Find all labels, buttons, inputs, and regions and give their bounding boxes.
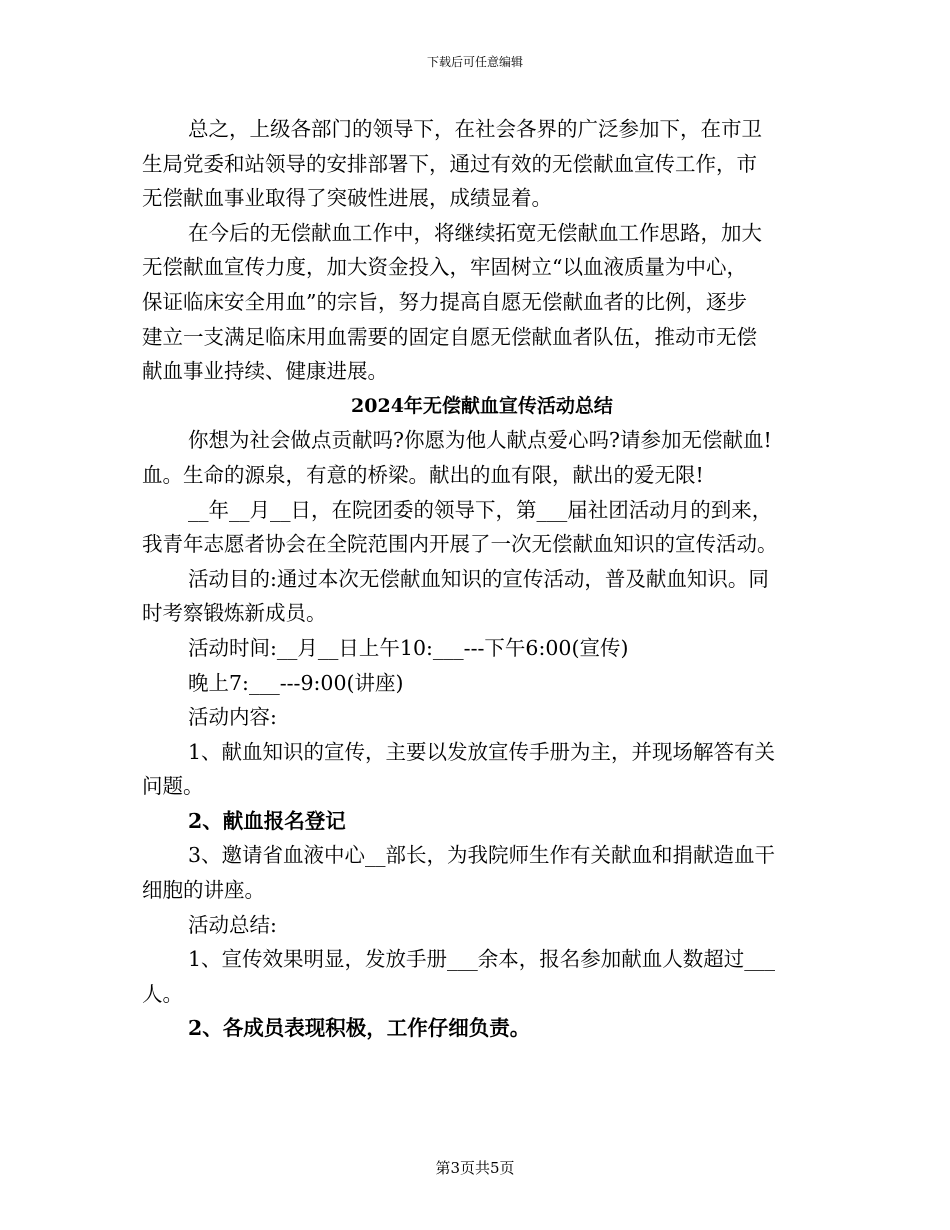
paragraph-line: 3、邀请省血液中心__部长，为我院师生作有关献血和捐献造血干 — [188, 843, 776, 868]
paragraph-line: 血。生命的源泉，有意的桥梁。献出的血有限，献出的爱无限! — [142, 462, 704, 487]
paragraph-line: 活动时间:__月__日上午10:___---下午6:00(宣传) — [188, 635, 629, 660]
paragraph-line: 2、献血报名登记 — [188, 808, 346, 833]
paragraph-line: 无偿献血宣传力度，加大资金投入，牢固树立“以血液质量为中心， — [142, 255, 747, 280]
paragraph-line: 在今后的无偿献血工作中，将继续拓宽无偿献血工作思路，加大 — [188, 220, 762, 245]
document-body — [142, 112, 814, 1046]
paragraph-line: 2、各成员表现积极，工作仔细负责。 — [188, 1016, 531, 1041]
paragraph-line: 保证临床安全用血”的宗旨，努力提高自愿无偿献血者的比例，逐步 — [142, 289, 747, 314]
paragraph-line: 活动内容: — [188, 705, 277, 730]
paragraph-line: 生局党委和站领导的安排部署下，通过有效的无偿献血宣传工作，市 — [142, 151, 757, 176]
paragraph-line: 人。 — [142, 981, 183, 1006]
paragraph-line: 你想为社会做点贡献吗?你愿为他人献点爱心吗?请参加无偿献血! — [188, 428, 772, 453]
paragraph-line: 活动总结: — [188, 912, 277, 937]
paragraph-line: 1、宣传效果明显，发放手册___余本，报名参加献血人数超过___ — [188, 947, 776, 972]
paragraph-line: 献血事业持续、健康进展。 — [142, 359, 388, 384]
header-note: 下载后可任意编辑 — [426, 55, 523, 69]
paragraph-line: 时考察锻炼新成员。 — [142, 601, 327, 626]
paragraph-line: 建立一支满足临床用血需要的固定自愿无偿献血者队伍，推动市无偿 — [142, 324, 757, 349]
paragraph-line: 活动目的:通过本次无偿献血知识的宣传活动，普及献血知识。同 — [188, 566, 769, 591]
paragraph-line: 无偿献血事业取得了突破性进展，成绩显着。 — [142, 186, 552, 211]
paragraph-line: __年__月__日，在院团委的领导下，第___届社团活动月的到来， — [188, 497, 773, 522]
paragraph-line: 1、献血知识的宣传，主要以发放宣传手册为主，并现场解答有关 — [188, 739, 776, 764]
paragraph-line: 晚上7:___---9:00(讲座) — [188, 670, 404, 695]
paragraph-line: 总之，上级各部门的领导下，在社会各界的广泛参加下，在市卫 — [188, 117, 762, 141]
page-number: 第3页共5页 — [435, 1159, 515, 1177]
paragraph-line: 我青年志愿者协会在全院范围内开展了一次无偿献血知识的宣传活动。 — [142, 532, 778, 557]
paragraph-line: 问题。 — [142, 774, 204, 799]
paragraph-line: 细胞的讲座。 — [142, 878, 265, 903]
section-title: 2024年无偿献血宣传活动总结 — [351, 394, 613, 417]
